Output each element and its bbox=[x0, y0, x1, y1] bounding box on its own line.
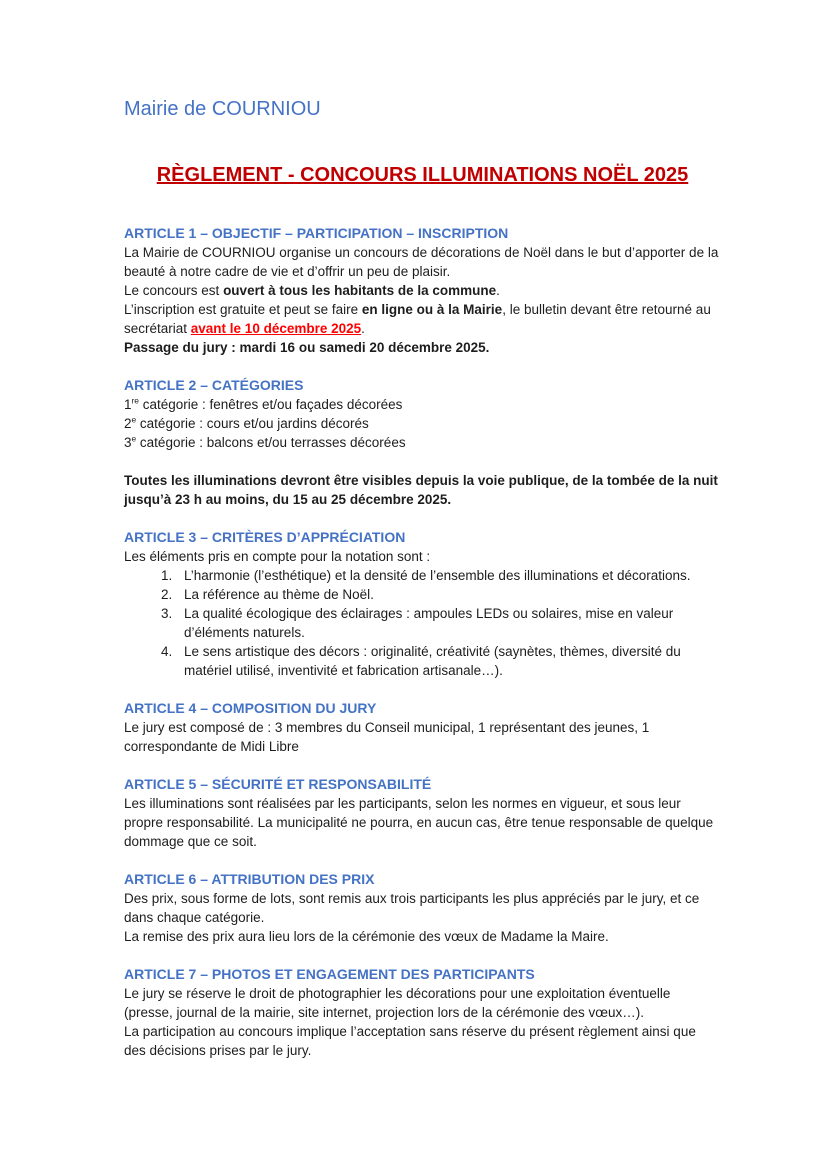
text-run: La Mairie de COURNIOU organise un concours de décorations de Noël dans le but d’apporter de la beauté à notre cadre de vie et d’offrir un peu de plaisir. bbox=[124, 245, 719, 279]
paragraph bbox=[124, 300, 721, 338]
article-section bbox=[124, 775, 721, 851]
text-run: Le jury est composé de : 3 membres du Conseil municipal, 1 représentant des jeunes, 1 correspondante de Midi Libre bbox=[124, 720, 650, 754]
article-heading: ARTICLE 4 – COMPOSITION DU JURY bbox=[124, 700, 377, 716]
text-run: . bbox=[361, 321, 365, 336]
text-run: catégorie : fenêtres et/ou façades décorées bbox=[138, 397, 403, 412]
text-run: 3 bbox=[124, 435, 132, 450]
text-run: La remise des prix aura lieu lors de la cérémonie des vœux de Madame la Maire. bbox=[124, 929, 609, 944]
criteria-list bbox=[124, 566, 721, 680]
document-body bbox=[124, 224, 721, 1060]
paragraph bbox=[124, 433, 721, 452]
paragraph bbox=[124, 718, 721, 756]
text-run: Passage du jury : mardi 16 ou samedi 20 décembre 2025. bbox=[124, 340, 490, 355]
article-heading: ARTICLE 2 – CATÉGORIES bbox=[124, 377, 304, 393]
text-run: La référence au thème de Noël. bbox=[184, 587, 374, 602]
text-run: re bbox=[131, 395, 139, 406]
text-run: L’inscription est gratuite et peut se faire bbox=[124, 302, 362, 317]
blank-line bbox=[124, 452, 721, 471]
text-run: e bbox=[131, 414, 137, 425]
text-run: Les éléments pris en compte pour la notation sont : bbox=[124, 549, 431, 564]
text-run: e bbox=[131, 433, 137, 444]
article-section bbox=[124, 699, 721, 756]
text-run: 2 bbox=[124, 416, 132, 431]
paragraph bbox=[124, 547, 721, 566]
article-section bbox=[124, 965, 721, 1060]
article-heading: ARTICLE 3 – CRITÈRES D’APPRÉCIATION bbox=[124, 529, 406, 545]
criteria-item bbox=[176, 566, 721, 585]
paragraph bbox=[124, 794, 721, 851]
text-run: 1 bbox=[124, 397, 132, 412]
article-heading: ARTICLE 6 – ATTRIBUTION DES PRIX bbox=[124, 871, 375, 887]
paragraph bbox=[124, 243, 721, 281]
text-run: Le sens artistique des décors : originalité, créativité (saynètes, thèmes, diversité du matériel utilisé, inventivité et fabrication artisanale…). bbox=[184, 644, 681, 678]
paragraph bbox=[124, 984, 721, 1022]
paragraph bbox=[124, 395, 721, 414]
article-section bbox=[124, 870, 721, 946]
text-run: Le concours est bbox=[124, 283, 224, 298]
text-run: Les illuminations sont réalisées par les participants, selon les normes en vigueur, et sous leur propre responsabilité. La municipalité ne pourra, en aucun cas, être tenue responsable de quelque dommage que ce soit. bbox=[124, 796, 714, 849]
article-heading: ARTICLE 7 – PHOTOS ET ENGAGEMENT DES PARTICIPANTS bbox=[124, 966, 535, 982]
text-run: Toutes les illuminations devront être visibles depuis la voie publique, de la tombée de la nuit jusqu’à 23 h au moins, du 15 au 25 décembre 2025. bbox=[124, 473, 718, 507]
paragraph bbox=[124, 1022, 721, 1060]
criteria-item bbox=[176, 604, 721, 642]
paragraph bbox=[124, 471, 721, 509]
text-run: catégorie : balcons et/ou terrasses décorées bbox=[136, 435, 406, 450]
text-run: . bbox=[496, 283, 500, 298]
paragraph bbox=[124, 281, 721, 300]
text-run: en ligne ou à la Mairie bbox=[361, 302, 503, 317]
article-heading: ARTICLE 1 – OBJECTIF – PARTICIPATION – INSCRIPTION bbox=[124, 225, 509, 241]
paragraph bbox=[124, 338, 721, 357]
text-run: Des prix, sous forme de lots, sont remis aux trois participants les plus appréciés par le jury, et ce dans chaque catégorie. bbox=[124, 891, 700, 925]
text-run: , le bulletin devant être retourné au secrétariat bbox=[124, 302, 711, 336]
text-run: catégorie : cours et/ou jardins décorés bbox=[136, 416, 369, 431]
article-section bbox=[124, 376, 721, 509]
article-section bbox=[124, 224, 721, 357]
document-title: RÈGLEMENT - CONCOURS ILLUMINATIONS NOËL 2025 bbox=[156, 164, 689, 186]
paragraph bbox=[124, 414, 721, 433]
text-run: L’harmonie (l’esthétique) et la densité de l’ensemble des illuminations et décorations. bbox=[184, 568, 691, 583]
document-header: Mairie de COURNIOU bbox=[124, 98, 321, 120]
deadline-date: avant le 10 décembre 2025 bbox=[190, 321, 362, 336]
text-run: ouvert à tous les habitants de la commune bbox=[223, 283, 497, 298]
article-section bbox=[124, 528, 721, 680]
paragraph bbox=[124, 927, 721, 946]
text-run: Le jury se réserve le droit de photographier les décorations pour une exploitation éventuelle (presse, journal de la mairie, site internet, projection lors de la cérémonie des vœux…). bbox=[124, 986, 671, 1020]
article-heading: ARTICLE 5 – SÉCURITÉ ET RESPONSABILITÉ bbox=[124, 776, 432, 792]
paragraph bbox=[124, 889, 721, 927]
criteria-item bbox=[176, 585, 721, 604]
criteria-item bbox=[176, 642, 721, 680]
text-run: La participation au concours implique l’acceptation sans réserve du présent règlement ainsi que des décisions prises par le jury. bbox=[124, 1024, 696, 1058]
text-run: La qualité écologique des éclairages : ampoules LEDs ou solaires, mise en valeur d’éléments naturels. bbox=[184, 606, 674, 640]
